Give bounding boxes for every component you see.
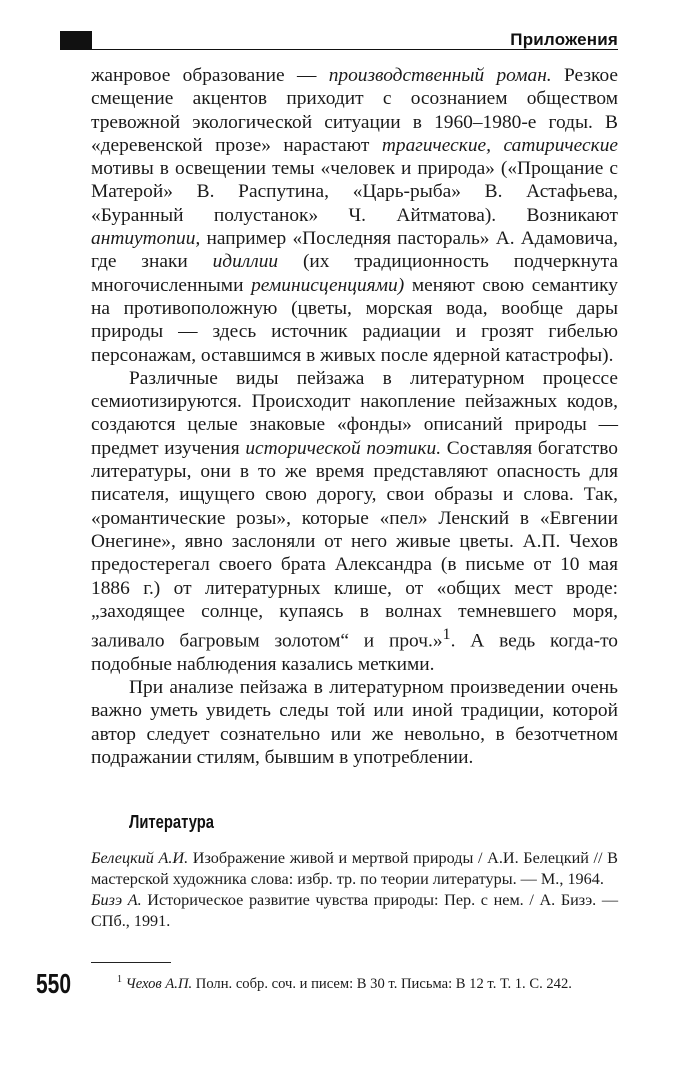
italic-term: трагические, сатирические — [381, 134, 619, 156]
reference-item — [91, 848, 618, 890]
text-span: . А ведь когда-то подобные наблюдения казались меткими. — [91, 630, 618, 675]
page-number: 550 — [36, 968, 72, 999]
footnote-marker: 1 — [117, 974, 122, 985]
text-span: Составляя богатство литературы, они в то же время представляют опасность для писателя, ищущего свою дорогу, свои образы и слова. Так, «романтические розы», которые «пел» Ленский в «Евгении Онегине», явно заслоняли от него живые цветы. А.П. Чехов предостерегал своего брата Александра (в письме от 10 мая 1886 г.) от литературных клише, от «общих мест вроде: „заходящее солнце, купаясь в волнах темневшего моря, заливало багровым золотом“ и проч.» — [91, 437, 618, 652]
text-span: Различные виды пейзажа в литературном процессе семиотизируются. Происходит накопление пейзажных кодов, создаются целые знаковые «фонды» описаний природы — предмет изучения — [91, 367, 618, 459]
text-span: жанровое образование — — [91, 65, 329, 86]
text-span: мотивы в освещении темы «человек и природа» («Прощание с Матерой» В. Распутина, «Царь-рыба» В. Астафьева, «Буранный полустанок» Ч. Айтматова). Возникают — [91, 158, 618, 226]
header-marker-block — [60, 31, 92, 50]
literature-heading: Литература — [129, 812, 214, 832]
paragraph-1 — [91, 64, 618, 367]
main-text — [91, 64, 618, 769]
italic-term: производственный роман. — [328, 65, 552, 86]
paragraph-2 — [91, 367, 618, 676]
italic-term: исторической поэтики. — [245, 437, 442, 459]
italic-term: реминисценциями) — [251, 274, 405, 296]
reference-list — [91, 848, 618, 932]
reference-text: Историческое развитие чувства природы: Пер. с нем. / А. Бизэ. — СПб., 1991. — [91, 891, 619, 930]
running-header: Приложения — [510, 30, 618, 49]
reference-author: Бизэ А. — [91, 891, 142, 909]
footnote-author: Чехов А.П. — [125, 975, 193, 992]
text-span: например «Последняя пастораль» А. Адамовича, где знаки — [91, 228, 618, 273]
footnote — [91, 970, 618, 994]
text-span: (их традиционность подчеркнута многочисленными — [91, 251, 618, 296]
footnote-ref[interactable]: 1 — [442, 626, 451, 644]
text-span: Резкое смещение акцентов приходит с осознанием обществом тревожной экологической ситуации в 1960–1980-е годы. В «деревенской прозе» нарастают — [91, 65, 619, 156]
paragraph-3: При анализе пейзажа в литературном произведении очень важно уметь увидеть следы той или иной традиции, которой автор следует сознательно или же невольно, в безотчетном подражании стилям, бывшим в употреблении. — [91, 677, 618, 769]
reference-text: Изображение живой и мертвой природы / А.И. Белецкий // В мастерской художника слова: избр. тр. по теории литературы. — М., 1964. — [91, 849, 618, 888]
italic-term: идиллии — [212, 251, 279, 273]
footnote-rule — [91, 962, 171, 963]
reference-author: Белецкий А.И. — [91, 849, 189, 867]
reference-item — [91, 890, 618, 932]
footnote-text: Полн. собр. соч. и писем: В 30 т. Письма: В 12 т. Т. 1. С. 242. — [192, 975, 572, 992]
italic-term: антиутопии, — [91, 228, 201, 250]
text-span: меняют свою семантику на противоположную (цветы, морская вода, вообще дары природы — здесь источник радиации и грозят гибелью персонажам, оставшимся в живых после ядерной катастрофы). — [91, 274, 618, 366]
